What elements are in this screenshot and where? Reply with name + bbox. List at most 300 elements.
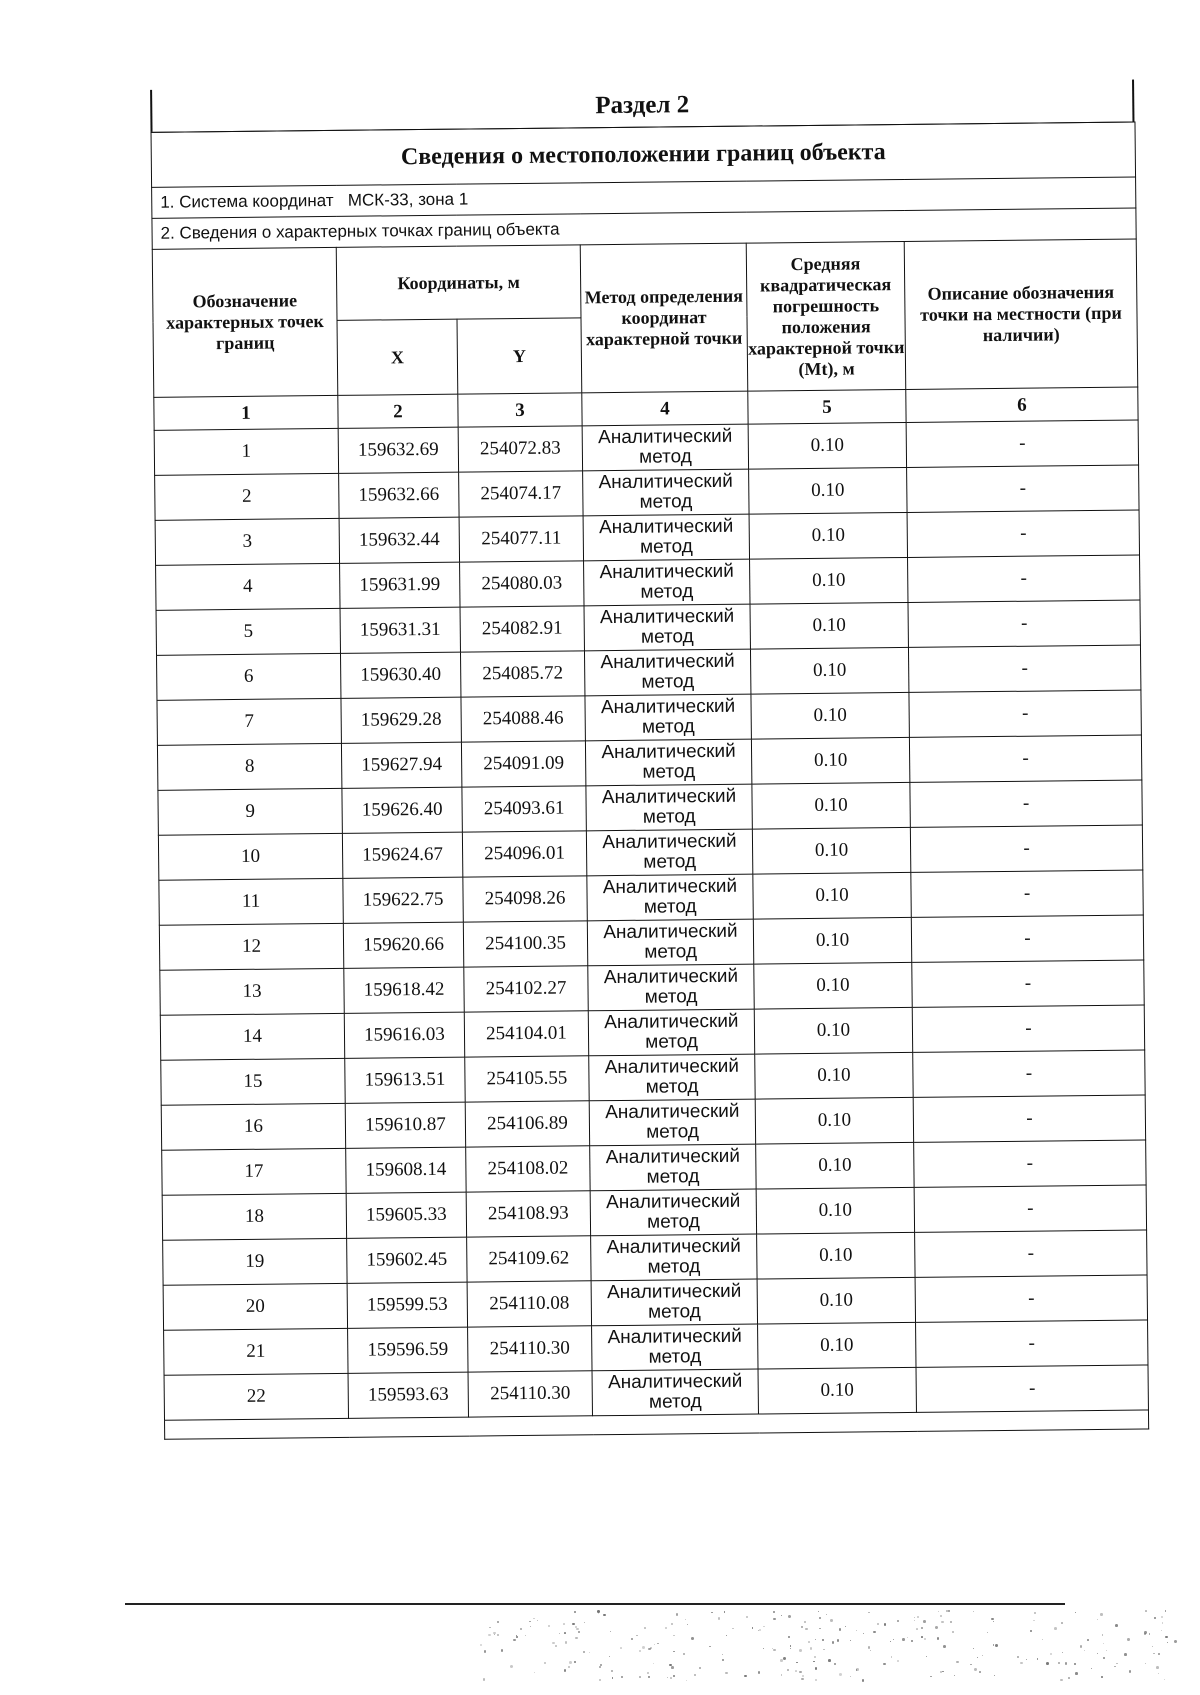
section-title: Сведения о местоположении границ объекта (151, 122, 1136, 187)
y-coordinate-cell: 254100.35 (463, 921, 587, 967)
scan-speckle (930, 1676, 931, 1677)
scan-speckle (673, 1635, 675, 1637)
scan-speckle (525, 1635, 526, 1636)
scan-speckle (780, 1659, 783, 1662)
x-coordinate-cell: 159593.63 (348, 1372, 468, 1418)
description-cell: - (909, 735, 1142, 782)
column-number: 2 (338, 394, 458, 428)
scan-speckle (884, 1623, 886, 1625)
y-coordinate-cell: 254108.93 (466, 1191, 590, 1237)
scan-speckle (830, 1619, 833, 1622)
scan-speckle (787, 1669, 789, 1671)
scan-speckle (826, 1614, 828, 1616)
description-cell: - (907, 510, 1140, 557)
method-cell (585, 694, 751, 741)
accuracy-cell: 0.10 (756, 1142, 914, 1189)
y-coordinate-cell: 254109.62 (467, 1236, 591, 1282)
scan-speckle (890, 1641, 891, 1642)
scan-speckle (724, 1611, 726, 1613)
scan-speckle (763, 1626, 765, 1628)
method-line-1: Аналитический (598, 470, 733, 494)
scan-speckle (578, 1631, 580, 1633)
scan-speckle (1158, 1653, 1160, 1655)
x-coordinate-cell: 159624.67 (342, 832, 462, 878)
y-coordinate-cell: 254105.55 (465, 1056, 589, 1102)
method-line-2: метод (639, 536, 693, 558)
x-coordinate-cell: 159629.28 (341, 697, 461, 743)
method-line-1: Аналитический (603, 920, 738, 944)
description-cell: - (911, 870, 1144, 917)
scan-speckle (921, 1636, 923, 1638)
scan-speckle (732, 1628, 733, 1629)
scan-speckle (683, 1653, 685, 1655)
x-coordinate-cell: 159618.42 (344, 967, 464, 1013)
scan-speckle (1046, 1662, 1049, 1665)
scan-speckle (814, 1656, 816, 1658)
scan-speckle (862, 1679, 864, 1681)
scan-speckle (1162, 1622, 1163, 1623)
description-cell: - (916, 1365, 1149, 1412)
scan-speckle (1042, 1639, 1043, 1640)
scan-speckle (597, 1610, 600, 1613)
scan-speckle (801, 1678, 804, 1681)
scan-speckle (950, 1621, 952, 1623)
scan-speckle (520, 1628, 522, 1630)
method-cell (586, 784, 752, 831)
method-line-1: Аналитический (602, 875, 738, 899)
method-line-2: метод (646, 1166, 700, 1188)
scan-speckle (534, 1672, 535, 1673)
scan-speckle (832, 1641, 835, 1644)
scan-speckle (815, 1679, 818, 1682)
boundary-points-table (151, 122, 1150, 1440)
scan-speckle (982, 1655, 984, 1657)
x-coordinate-cell: 159599.53 (347, 1282, 467, 1328)
description-cell: - (914, 1140, 1147, 1187)
method-line-1: Аналитический (600, 650, 735, 674)
scan-speckle (788, 1615, 791, 1618)
scan-speckle (676, 1613, 679, 1616)
scan-speckle (845, 1626, 846, 1627)
scan-speckle (484, 1650, 487, 1653)
x-coordinate-cell: 159632.66 (339, 472, 459, 518)
scan-speckle (815, 1667, 817, 1669)
method-line-2: метод (642, 806, 696, 828)
scan-speckle (795, 1670, 797, 1672)
scan-speckle (691, 1637, 694, 1640)
method-line-2: метод (641, 671, 695, 693)
y-coordinate-cell: 254082.91 (460, 606, 584, 652)
scan-speckle (1127, 1638, 1130, 1641)
scan-speckle (1167, 1642, 1168, 1643)
scan-speckle (1156, 1666, 1159, 1669)
description-cell: - (909, 690, 1142, 737)
scan-speckle (603, 1614, 606, 1617)
header-point-designation: Обозначение характерных точек границ (152, 247, 338, 397)
accuracy-cell: 0.10 (754, 1007, 912, 1054)
description-cell: - (910, 825, 1143, 872)
method-line-2: метод (645, 1031, 699, 1053)
scan-speckle (718, 1617, 720, 1619)
scan-speckle (815, 1639, 816, 1640)
scan-speckle (1129, 1670, 1131, 1672)
scan-speckle (610, 1631, 611, 1632)
scan-speckle (893, 1639, 895, 1641)
method-line-2: метод (640, 626, 694, 648)
scan-speckle (1017, 1656, 1019, 1658)
footer-rule (125, 1603, 1065, 1605)
method-cell (583, 469, 749, 516)
scan-speckle (1084, 1650, 1086, 1652)
scan-speckle (839, 1673, 842, 1676)
scan-speckle (940, 1615, 942, 1617)
description-cell: - (916, 1320, 1149, 1367)
method-line-2: метод (639, 491, 693, 513)
y-coordinate-cell: 254110.08 (467, 1281, 591, 1327)
scan-speckle (837, 1639, 840, 1642)
scan-speckle (699, 1667, 701, 1669)
accuracy-cell: 0.10 (748, 422, 906, 469)
scan-speckle (974, 1668, 977, 1671)
scan-speckle (788, 1636, 790, 1638)
method-line-2: метод (640, 581, 694, 603)
scan-speckle (891, 1656, 893, 1658)
header-y: Y (457, 318, 582, 394)
scan-speckle (868, 1646, 871, 1649)
scan-speckle (937, 1637, 940, 1640)
scan-speckle (1124, 1653, 1127, 1656)
scan-speckle (1087, 1639, 1089, 1641)
scan-speckle (654, 1644, 655, 1645)
point-number-cell: 17 (162, 1148, 346, 1195)
x-coordinate-cell: 159608.14 (346, 1147, 466, 1193)
scan-speckle (1061, 1622, 1063, 1624)
method-line-2: метод (647, 1301, 701, 1323)
scan-speckle (516, 1636, 518, 1638)
accuracy-cell: 0.10 (750, 647, 908, 694)
description-cell: - (913, 1095, 1146, 1142)
y-coordinate-cell: 254091.09 (461, 741, 585, 787)
method-line-2: метод (644, 986, 698, 1008)
scan-speckle (1058, 1662, 1060, 1664)
scan-speckle (1145, 1610, 1147, 1612)
scan-speckle (870, 1650, 871, 1651)
scan-speckle (1103, 1643, 1105, 1645)
scan-speckle (1154, 1617, 1156, 1619)
point-number-cell: 1 (154, 428, 338, 475)
scan-speckle (1080, 1645, 1083, 1648)
scan-speckle (987, 1632, 988, 1633)
method-line-1: Аналитический (604, 1055, 740, 1079)
scan-speckle (648, 1676, 649, 1677)
y-coordinate-cell: 254110.30 (468, 1371, 592, 1417)
method-cell (586, 829, 752, 876)
method-cell (587, 919, 753, 966)
x-coordinate-cell: 159613.51 (345, 1057, 465, 1103)
column-number: 4 (582, 391, 748, 426)
column-number: 6 (906, 387, 1138, 422)
method-line-1: Аналитический (599, 560, 734, 584)
scan-speckle (572, 1623, 575, 1626)
scan-speckle (569, 1661, 572, 1664)
method-line-2: метод (646, 1121, 699, 1143)
scan-speckle (935, 1626, 938, 1629)
method-cell (591, 1279, 757, 1326)
scan-speckle (977, 1657, 978, 1658)
scan-speckle (993, 1621, 994, 1622)
scan-speckle (644, 1627, 646, 1629)
scan-speckle (489, 1627, 490, 1628)
scan-speckle (533, 1618, 534, 1619)
scan-speckle (763, 1648, 765, 1650)
y-coordinate-cell: 254104.01 (464, 1011, 588, 1057)
method-cell (589, 1054, 755, 1101)
scan-speckle (991, 1618, 994, 1621)
scan-speckle (647, 1672, 649, 1674)
y-coordinate-cell: 254106.89 (465, 1101, 589, 1147)
scan-speckle (1149, 1633, 1151, 1635)
scan-speckle (621, 1676, 623, 1678)
scan-speckle (1097, 1653, 1098, 1654)
scan-speckle (568, 1666, 571, 1669)
scan-speckle (1065, 1662, 1067, 1664)
scan-speckle (575, 1637, 578, 1640)
scan-speckle (631, 1638, 633, 1640)
scan-speckle (488, 1634, 490, 1636)
scan-speckle (822, 1639, 824, 1641)
scan-speckle (781, 1615, 782, 1616)
scan-speckle (1062, 1652, 1063, 1653)
scan-speckle (548, 1625, 551, 1628)
scan-speckle (941, 1621, 943, 1623)
scan-speckle (564, 1669, 567, 1672)
scan-speckle (639, 1676, 641, 1678)
accuracy-cell: 0.10 (750, 602, 908, 649)
scan-speckle (1074, 1663, 1076, 1665)
scan-speckle (513, 1639, 515, 1641)
scan-speckle (1115, 1624, 1118, 1627)
scan-speckle (599, 1679, 601, 1681)
scan-speckle (671, 1623, 674, 1626)
point-number-cell: 13 (160, 968, 344, 1015)
method-cell (592, 1369, 758, 1416)
scan-speckle (914, 1617, 915, 1618)
method-cell (584, 604, 750, 651)
x-coordinate-cell: 159631.99 (340, 562, 460, 608)
description-cell: - (906, 420, 1139, 467)
method-cell (590, 1144, 756, 1191)
scan-speckle (902, 1638, 905, 1641)
method-line-1: Аналитический (606, 1190, 741, 1214)
scan-speckle (483, 1678, 485, 1680)
scan-speckle (667, 1677, 668, 1678)
scan-speckle (1144, 1633, 1146, 1635)
x-coordinate-cell: 159632.44 (339, 517, 459, 563)
method-line-2: метод (646, 1211, 700, 1233)
scan-speckle (897, 1660, 899, 1662)
scan-speckle (1101, 1676, 1103, 1678)
scan-speckle (759, 1629, 761, 1631)
point-number-cell: 21 (164, 1328, 348, 1375)
scan-speckle (565, 1641, 568, 1644)
scan-speckle (773, 1611, 775, 1613)
scan-speckle (799, 1671, 801, 1673)
description-cell: - (907, 465, 1140, 512)
scan-speckle (839, 1628, 842, 1631)
scan-speckle (711, 1612, 712, 1613)
method-line-1: Аналитический (604, 1010, 739, 1034)
method-line-1: Аналитический (599, 605, 735, 629)
scan-speckle (796, 1662, 798, 1664)
scan-speckle (1034, 1612, 1036, 1614)
y-coordinate-cell: 254108.02 (466, 1146, 590, 1192)
accuracy-cell: 0.10 (756, 1187, 914, 1234)
description-cell: - (910, 780, 1143, 827)
description-cell: - (915, 1230, 1148, 1277)
scan-speckle (1161, 1616, 1164, 1619)
scan-speckle (1091, 1668, 1093, 1670)
accuracy-cell: 0.10 (752, 782, 910, 829)
scan-speckle (799, 1649, 802, 1652)
scan-speckle (673, 1675, 675, 1677)
scan-speckle (726, 1635, 727, 1636)
method-cell (589, 1099, 755, 1146)
scan-speckle (805, 1628, 808, 1631)
point-number-cell: 20 (163, 1283, 347, 1330)
scan-speckle (883, 1663, 886, 1666)
x-coordinate-cell: 159622.75 (343, 877, 463, 923)
header-x: X (337, 319, 458, 395)
scan-speckle (501, 1649, 503, 1651)
scan-speckle (1054, 1627, 1057, 1630)
method-line-1: Аналитический (605, 1145, 741, 1169)
scan-speckle (564, 1632, 566, 1634)
scan-speckle (783, 1657, 786, 1660)
point-number-cell: 4 (156, 563, 340, 610)
scan-speckle (917, 1616, 919, 1618)
scan-speckle (552, 1642, 555, 1645)
scan-speckle (828, 1659, 831, 1662)
scan-speckle (952, 1631, 955, 1634)
method-line-2: метод (641, 716, 695, 738)
accuracy-cell: 0.10 (758, 1322, 916, 1369)
scan-speckle (911, 1640, 913, 1642)
scan-speckle (979, 1671, 981, 1673)
scan-speckle (808, 1641, 810, 1643)
method-line-2: метод (645, 1076, 699, 1098)
scan-speckle (873, 1631, 876, 1634)
scan-speckle (856, 1630, 858, 1632)
scan-speckle (709, 1646, 710, 1647)
coordinate-system-value: МСК-33, зона 1 (347, 189, 469, 210)
method-line-1: Аналитический (607, 1325, 742, 1349)
x-coordinate-cell: 159616.03 (344, 1012, 464, 1058)
points-body (154, 420, 1149, 1439)
scan-speckle (1102, 1634, 1103, 1635)
section-label: Раздел 2 (150, 80, 1134, 133)
scan-speckle (921, 1627, 924, 1630)
method-line-2: метод (647, 1256, 701, 1278)
y-coordinate-cell: 254098.26 (463, 876, 587, 922)
method-line-2: метод (638, 446, 692, 468)
scan-speckle (1165, 1636, 1167, 1638)
method-line-1: Аналитический (601, 740, 736, 764)
scan-speckle (818, 1611, 819, 1612)
method-line-1: Аналитический (598, 515, 734, 539)
accuracy-cell: 0.10 (757, 1277, 915, 1324)
scan-speckle (773, 1618, 775, 1620)
scan-speckle (642, 1646, 645, 1649)
scan-speckle (1050, 1653, 1052, 1655)
method-cell (588, 964, 754, 1011)
scan-speckle (804, 1621, 806, 1623)
point-number-cell: 19 (163, 1238, 347, 1285)
scan-speckle (790, 1648, 791, 1649)
point-number-cell: 3 (155, 518, 339, 565)
y-coordinate-cell: 254072.83 (458, 426, 582, 472)
method-line-1: Аналитический (603, 965, 739, 989)
y-coordinate-cell: 254074.17 (459, 471, 583, 517)
y-coordinate-cell: 254088.46 (461, 696, 585, 742)
method-line-2: метод (648, 1391, 702, 1413)
method-line-2: метод (643, 851, 697, 873)
y-coordinate-cell: 254093.61 (462, 786, 586, 832)
scan-speckle (995, 1644, 998, 1647)
method-cell (587, 874, 753, 921)
scan-speckle (574, 1661, 576, 1663)
scan-speckle (1020, 1662, 1022, 1664)
scan-speckle (744, 1675, 747, 1678)
x-coordinate-cell: 159602.45 (347, 1237, 467, 1283)
scan-speckle (510, 1665, 513, 1668)
scan-speckle (1075, 1672, 1078, 1675)
scan-speckle (834, 1663, 836, 1665)
method-line-1: Аналитический (606, 1280, 742, 1304)
scan-speckle (686, 1680, 687, 1681)
scan-speckle (802, 1675, 804, 1677)
point-number-cell: 8 (157, 743, 341, 790)
point-number-cell: 15 (161, 1058, 345, 1105)
scan-speckle (813, 1661, 815, 1663)
scan-speckle (620, 1647, 622, 1649)
scan-speckle (1114, 1666, 1115, 1667)
y-coordinate-cell: 254080.03 (460, 561, 584, 607)
scan-speckle (725, 1672, 727, 1674)
accuracy-cell: 0.10 (755, 1097, 913, 1144)
scan-speckle (942, 1671, 943, 1672)
scan-speckle (671, 1666, 674, 1669)
scan-speckle (973, 1648, 974, 1649)
scan-speckle (746, 1616, 748, 1618)
x-coordinate-cell: 159627.94 (341, 742, 461, 788)
scan-speckle (544, 1662, 546, 1664)
scan-speckle (537, 1620, 538, 1621)
method-cell (592, 1324, 758, 1371)
description-cell: - (915, 1275, 1148, 1322)
accuracy-cell: 0.10 (754, 962, 912, 1009)
scan-speckle (685, 1619, 686, 1620)
point-number-cell: 10 (158, 833, 342, 880)
header-description: Описание обозначения точки на местности (при наличии) (904, 239, 1138, 389)
y-coordinate-cell: 254096.01 (462, 831, 586, 877)
scan-speckle (819, 1628, 821, 1630)
scan-speckle (940, 1671, 941, 1672)
method-line-2: метод (644, 941, 698, 963)
scan-speckle (574, 1611, 576, 1613)
scan-speckle (773, 1649, 775, 1651)
scan-speckle (946, 1610, 948, 1612)
scan-speckle (752, 1627, 754, 1629)
